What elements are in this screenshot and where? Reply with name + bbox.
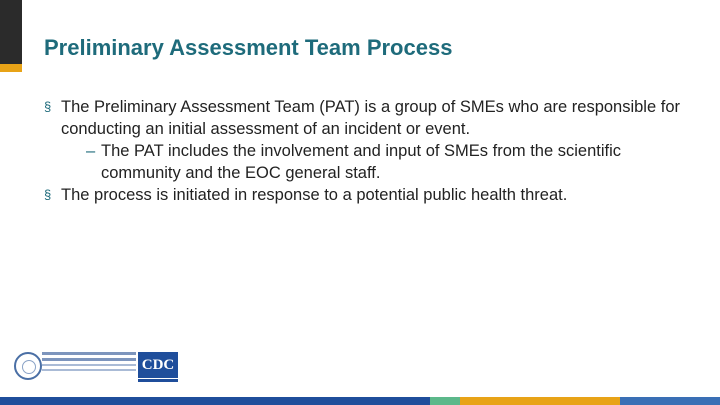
bullet-item (44, 184, 684, 206)
slide-title: Preliminary Assessment Team Process (44, 35, 453, 60)
georgetown-wordmark (42, 352, 136, 374)
bullet-text: The process is initiated in response to a potential public health threat. (61, 186, 568, 204)
bullet-item (44, 96, 684, 140)
footer-color-bar (0, 397, 720, 405)
georgetown-seal-icon (14, 352, 42, 380)
sub-bullet-item (44, 140, 684, 184)
footer-segment (0, 397, 250, 405)
footer-segment (460, 397, 620, 405)
bullet-marker-icon: § (44, 99, 52, 114)
footer-logos (12, 350, 182, 386)
bullet-marker-icon: § (44, 187, 52, 202)
dash-marker-icon: – (86, 142, 96, 160)
accent-bar-dark (0, 0, 22, 64)
footer-segment (620, 397, 720, 405)
bullet-text: The Preliminary Assessment Team (PAT) is a group of SMEs who are responsible for conducting an initial assessment of an incident or event. (61, 98, 680, 138)
sub-bullet-text: The PAT includes the involvement and input of SMEs from the scientific community and the EOC general staff. (101, 142, 621, 182)
cdc-logo: CDC (138, 352, 178, 378)
footer-segment (250, 397, 430, 405)
cdc-logo-stripe (138, 379, 178, 382)
slide-content (44, 96, 684, 206)
footer-segment (430, 397, 460, 405)
accent-bar-gold (0, 64, 22, 72)
